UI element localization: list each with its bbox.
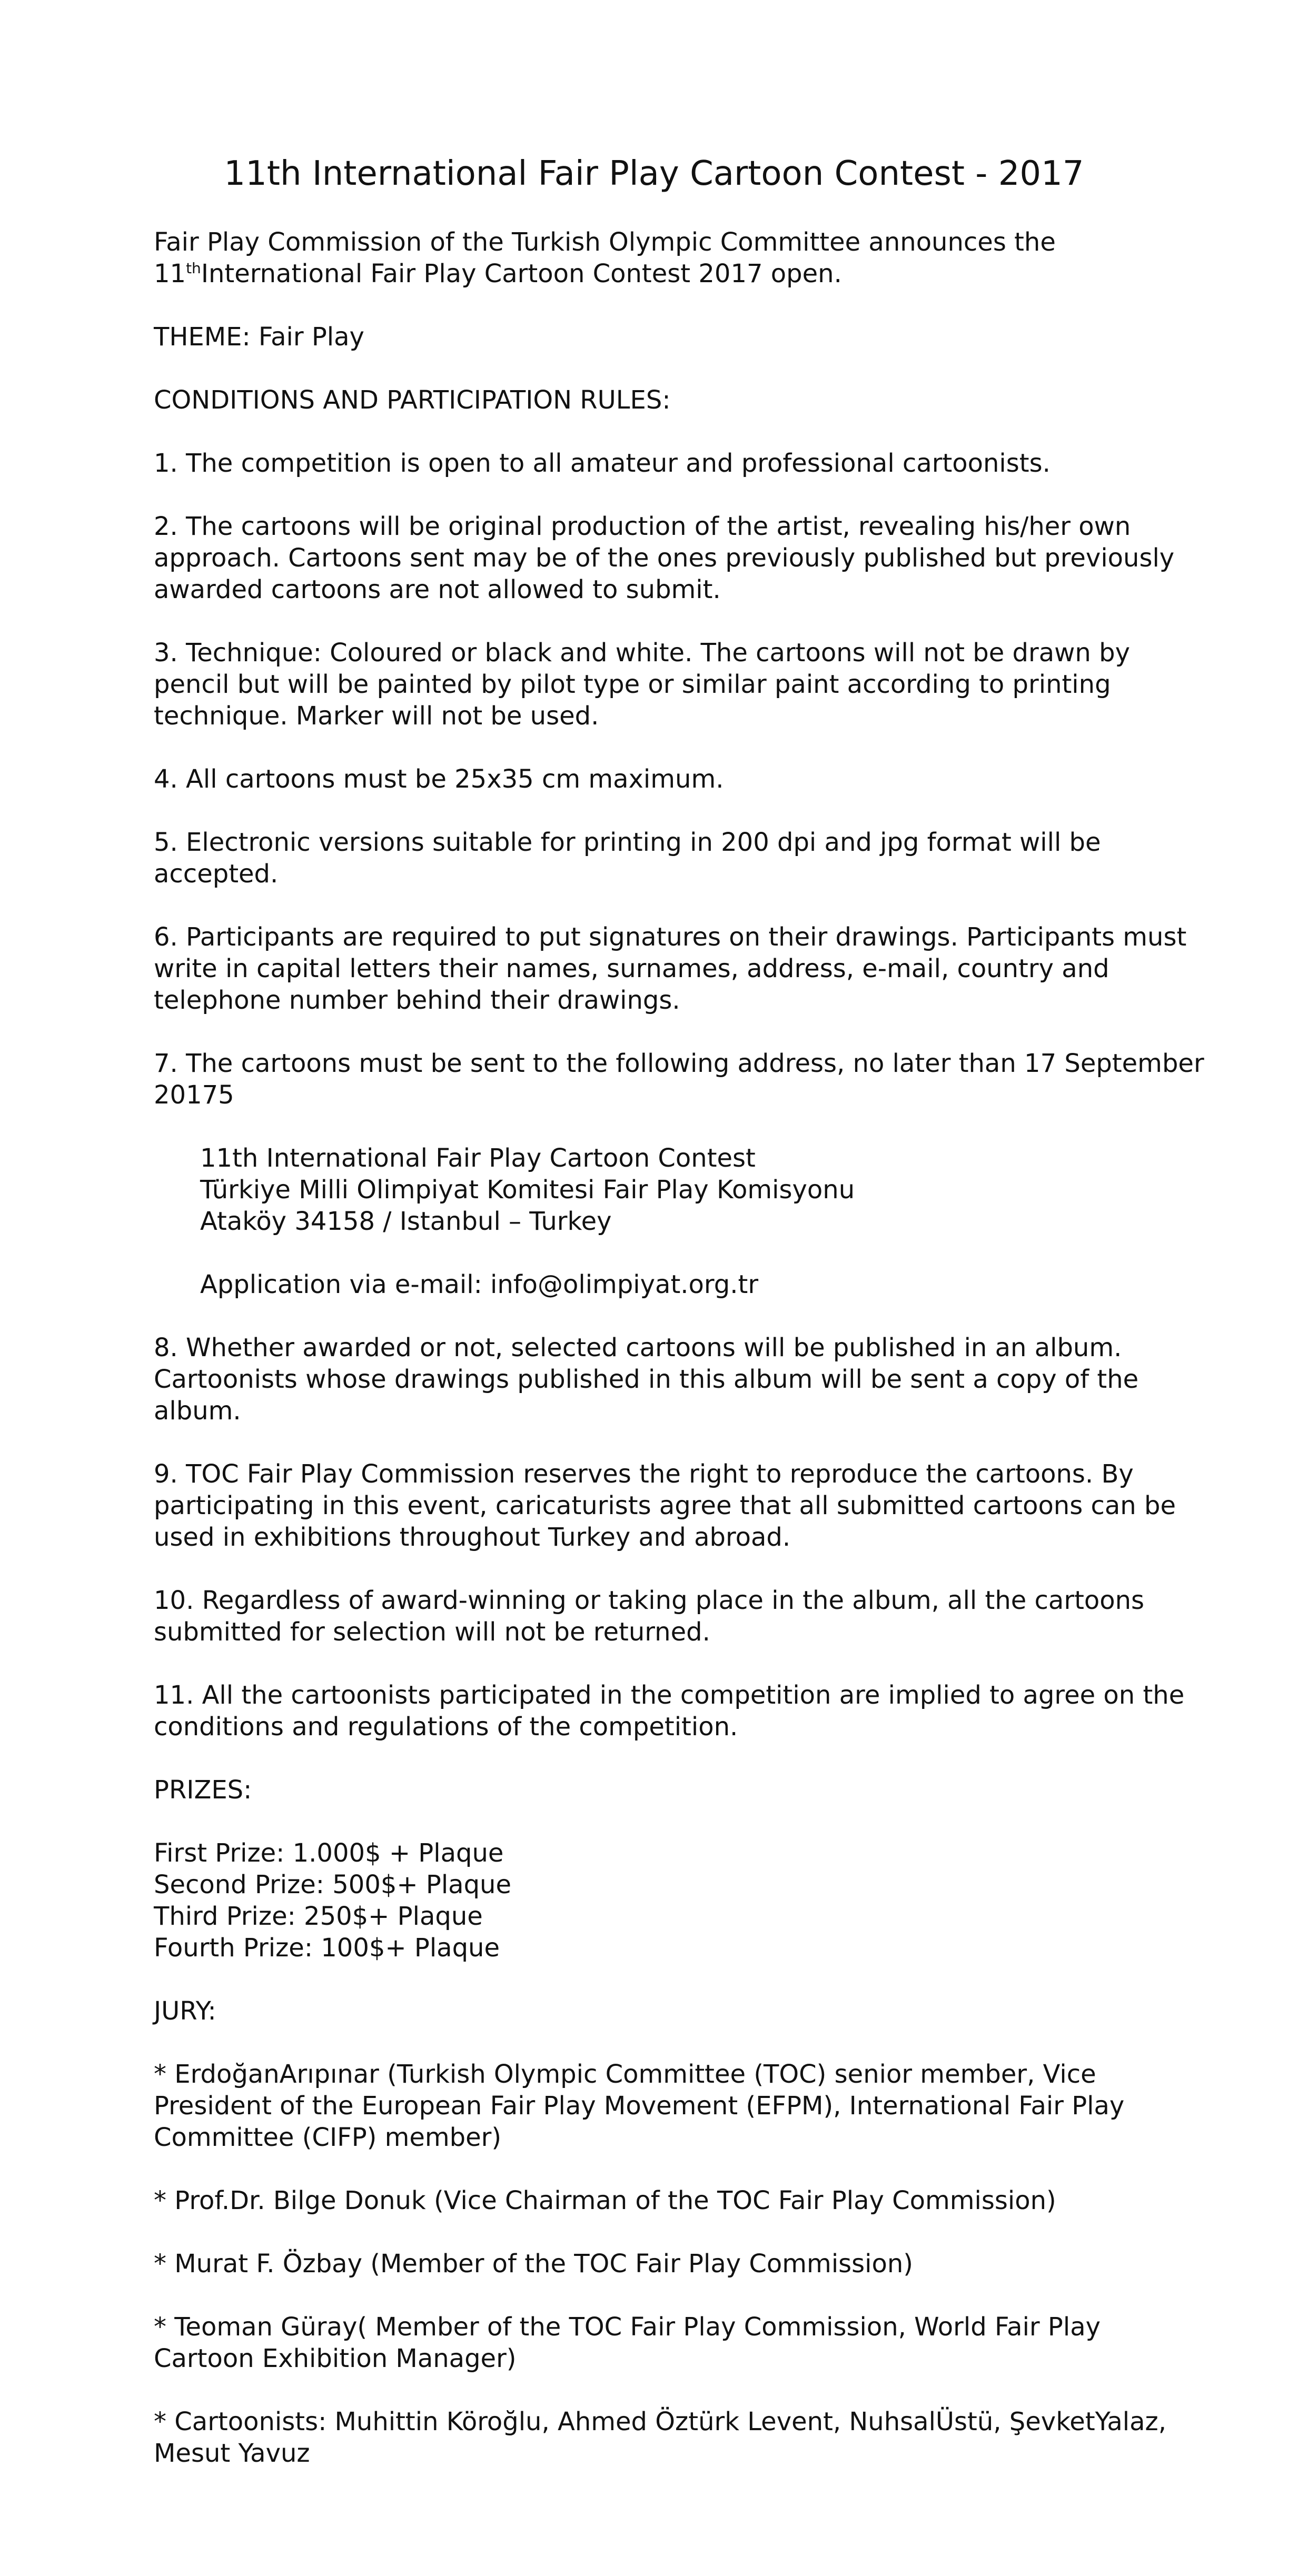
address-line-3: Ataköy 34158 / Istanbul – Turkey <box>200 1207 612 1236</box>
jury-member: * Prof.Dr. Bilge Donuk (Vice Chairman of the TOC Fair Play Commission) <box>154 2186 1056 2215</box>
prize-item: Third Prize: 250$+ Plaque <box>154 1902 483 1931</box>
intro-line-1: Fair Play Commission of the Turkish Olympic Committee announces the <box>154 227 1056 257</box>
jury-member: * Cartoonists: Muhittin Köroğlu, Ahmed Öztürk Levent, NuhsalÜstü, ŞevketYalaz, Mesut Yavuz <box>154 2407 1166 2468</box>
rule-item: 3. Technique: Coloured or black and white. The cartoons will not be drawn by pencil but will be painted by pilot type or similar paint according to printing technique. Marker will not be used. <box>154 638 1130 731</box>
intro-paragraph <box>154 226 1207 290</box>
rule-item: 1. The competition is open to all amateur and professional cartoonists. <box>154 449 1051 478</box>
jury-member: * Teoman Güray( Member of the TOC Fair Play Commission, World Fair Play Cartoon Exhibition Manager) <box>154 2312 1101 2373</box>
jury-member: * Murat F. Özbay (Member of the TOC Fair Play Commission) <box>154 2249 914 2279</box>
document-body <box>154 226 1207 2501</box>
intro-number: 11 <box>154 259 186 289</box>
prizes-list <box>154 1837 1207 1964</box>
rule-item: 6. Participants are required to put signatures on their drawings. Participants must write in capital letters their names, surnames, address, e-mail, country and telephone number behind their drawings. <box>154 922 1187 1015</box>
intro-line-2-text: International Fair Play Cartoon Contest 2017 open. <box>201 259 842 289</box>
intro-ordinal-suffix: th <box>186 260 201 277</box>
rule-item: 9. TOC Fair Play Commission reserves the right to reproduce the cartoons. By participating in this event, caricaturists agree that all submitted cartoons can be used in exhibitions throughout Turkey and abroad. <box>154 1459 1176 1552</box>
prize-item: First Prize: 1.000$ + Plaque <box>154 1838 504 1868</box>
address-line-1: 11th International Fair Play Cartoon Contest <box>200 1143 756 1173</box>
conditions-heading: CONDITIONS AND PARTICIPATION RULES: <box>154 385 671 415</box>
theme-line: THEME: Fair Play <box>154 322 364 352</box>
prize-item: Fourth Prize: 100$+ Plaque <box>154 1933 500 1963</box>
document-title: 11th International Fair Play Cartoon Contest - 2017 <box>224 154 1084 193</box>
prize-item: Second Prize: 500$+ Plaque <box>154 1870 511 1899</box>
rule-item: 8. Whether awarded or not, selected cartoons will be published in an album. Cartoonists whose drawings published in this album will be sent a copy of the album. <box>154 1333 1139 1426</box>
rule-item: 5. Electronic versions suitable for printing in 200 dpi and jpg format will be accepted. <box>154 828 1101 889</box>
jury-member: * ErdoğanArıpınar (Turkish Olympic Committee (TOC) senior member, Vice President of the European Fair Play Movement (EFPM), International Fair Play Committee (CIFP) member) <box>154 2060 1125 2152</box>
rule-item: 10. Regardless of award-winning or taking place in the album, all the cartoons submitted for selection will not be returned. <box>154 1586 1145 1647</box>
prizes-heading: PRIZES: <box>154 1775 252 1805</box>
rule-item: 4. All cartoons must be 25x35 cm maximum. <box>154 764 724 794</box>
address-line-2: Türkiye Milli Olimpiyat Komitesi Fair Play Komisyonu <box>200 1175 855 1205</box>
rule-item: 11. All the cartoonists participated in the competition are implied to agree on the conditions and regulations of the competition. <box>154 1680 1185 1742</box>
application-email: Application via e-mail: info@olimpiyat.org.tr <box>200 1270 759 1299</box>
rule-item: 2. The cartoons will be original production of the artist, revealing his/her own approach. Cartoons sent may be of the ones previously published but previously awarded cartoons are not allowed to submit. <box>154 512 1175 604</box>
rule-item: 7. The cartoons must be sent to the following address, no later than 17 September 20175 <box>154 1049 1204 1110</box>
mailing-address <box>154 1142 1207 1237</box>
intro-line-2 <box>154 258 1207 290</box>
jury-heading: JURY: <box>154 1996 216 2026</box>
